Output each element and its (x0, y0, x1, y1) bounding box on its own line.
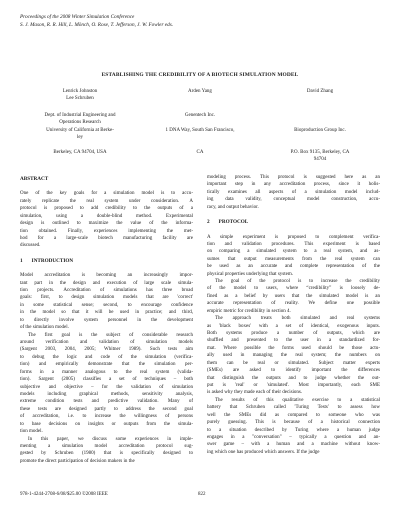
text-line: around verification and validation of simulation models (20, 340, 193, 346)
protocol-paragraph-2 (207, 278, 380, 315)
text-line: is asked why they made each of their decisions. (207, 390, 303, 396)
proceedings-header (20, 14, 380, 29)
protocol-paragraph-1 (207, 234, 380, 279)
text-line: menting a simulation model accreditation protocol sug- (20, 443, 193, 449)
text-line: in the model so that it will be used in practice; and third, (20, 310, 193, 316)
affiliation-line: Genentech Inc. (184, 113, 216, 118)
text-line: protocol is proposed to add credibility to the outputs of a (20, 206, 193, 212)
text-line: ing which one has produced which answers. If the judge (207, 449, 320, 455)
protocol-paragraph-4 (207, 397, 380, 456)
text-line: of the model to users, where “credibility” is loosely de- (207, 286, 380, 292)
text-line: of the simulation model. (20, 325, 69, 331)
intro-paragraph-3 (20, 436, 193, 466)
author-column-3 (260, 88, 380, 95)
affiliation-line: Dept. of Industrial Engineering and (44, 113, 116, 118)
affiliation-line (145, 142, 255, 149)
text-line: ally used in managing the real system; the numbers on (207, 353, 380, 359)
affiliation-line (145, 134, 255, 141)
text-line: tically examines all aspects of a simulation model includ- (207, 189, 380, 195)
text-line: rately replicate the real system under consideration. A (20, 198, 193, 204)
protocol-heading: 2 PROTOCOL (207, 219, 249, 226)
text-line: modeling process. This protocol is suggested here as an (207, 175, 380, 180)
proceedings-title: Proceedings of the 2008 Winter Simulation Conference (20, 14, 135, 20)
text-line: that distinguish the outputs and to judge whether the out- (207, 375, 380, 381)
text-line: well the SMEs did as compared to someone who was (207, 412, 380, 418)
affiliation-line: Berkeley, CA 94704, USA (53, 150, 107, 156)
author-name: David Zhang (306, 89, 334, 94)
text-line: accurate representation of reality. We define one possible (207, 301, 380, 307)
text-line: fined as a belief by users that the simulated model is an (207, 293, 380, 299)
affiliation-line: Bioproduction Group Inc. (294, 127, 346, 133)
text-line: in some statistical sense; second, to encourage confidence (20, 302, 193, 308)
text-line: The results of this qualitative exercise to a statistical (215, 397, 380, 403)
author-name: Lenrick Johnston (62, 89, 98, 94)
abstract-heading: ABSTRACT (20, 176, 49, 182)
text-line: Both systems produce a number of outputs, which are (207, 331, 380, 337)
affiliation-line: 1 DNA Way, South San Francisco, (165, 127, 235, 133)
affiliation-line (260, 112, 380, 119)
affiliation-line (260, 119, 380, 126)
affiliation-line: ley (76, 135, 84, 141)
text-line: as 'black boxes' with a set of identical, exogenous inputs. (207, 323, 380, 329)
author-block (0, 88, 400, 108)
text-line: (SMEs) are asked to identify important the differences (207, 368, 380, 374)
text-line: forms in a manner analogous to the real system (valida- (20, 369, 193, 375)
text-line: extreme condition tests and predictive validation. Many of (20, 399, 193, 405)
text-line: tion obtained. Finally, experiences implementing the met- (20, 228, 193, 234)
text-line: battery that Schruben called 'Turing Tests' to assess how (207, 405, 380, 411)
proceedings-editors: S. J. Mason, R. R. Hill, L. Mönch, O. Rose, T. Jefferson, J. W. Fowler eds. (20, 21, 174, 28)
text-line: to a situation described by Turing where a human judge (207, 427, 380, 433)
text-line: One of the key goals for a simulation model is to accu- (20, 191, 193, 197)
text-line: them can be real or simulated. Subject matter experts (207, 360, 380, 366)
text-line: models including graphical methods, sensitivity analysis, (20, 391, 193, 397)
text-line: tant part in the design and execution of large scale simula- (20, 280, 193, 286)
text-line: put is 'real' or 'simulated'. Most importantly, each SME (207, 382, 380, 388)
text-line: swer game – with a human and a machine without know- (207, 442, 380, 448)
text-line: ing data validity, conceptual model construction, accu- (207, 197, 380, 203)
page-number: 822 (198, 492, 206, 497)
affiliation-line: 94704 (313, 157, 327, 163)
text-line: these tests are designed partly to address the second goal (20, 406, 193, 412)
right-column (207, 174, 380, 456)
left-column (20, 176, 193, 465)
text-line: design is outlined to maximize the value of the informa- (20, 221, 193, 227)
text-line: tion projects. Accreditation of simulations has three broad (20, 288, 193, 294)
text-line: gested by Schruben (1980) that is specifically designed to (20, 451, 193, 457)
author-column-1 (20, 88, 140, 103)
text-line: tion). Sargent (2005) classifies a set of techniques – both (20, 377, 193, 383)
text-line: important step in any accreditation process, since it holis- (207, 182, 380, 188)
text-line: tion and validation procedures. This experiment is based (207, 241, 380, 247)
text-line: discussed. (20, 243, 41, 249)
isbn-copyright: 978-1-4244-2708-6/08/$25.00 ©2008 IEEE (20, 492, 108, 497)
text-line: physical properties underlying that system. (207, 271, 293, 277)
text-line: In this paper, we discuss some experiences in imple- (28, 436, 193, 442)
text-line: tion model. (20, 429, 43, 435)
text-line: racy, and output behavior. (207, 204, 259, 210)
affiliation-line (260, 142, 380, 149)
author-column-2 (145, 88, 255, 95)
text-line: of accreditation, i.e. to increase the willingness of persons (20, 414, 193, 420)
text-line: to debug the logic and code of the simulation (verifica- (20, 354, 193, 360)
paper-title: ESTABLISHING THE CREDIBILITY OF A BIOTECH SIMULATION MODEL (101, 72, 299, 78)
author-name: Arden Yang (188, 89, 212, 94)
affiliation-column-2 (145, 112, 255, 156)
affiliation-line: Operations Research (59, 120, 101, 126)
affiliation-column-1 (20, 112, 140, 156)
text-line: to directly involve system personnel in the development (20, 317, 193, 323)
affiliation-line (145, 119, 255, 126)
text-line: engages in a "conversation" – typically a question and an- (207, 434, 380, 440)
text-line: The goal of the protocol is to increase the credibility (215, 279, 380, 285)
affiliation-line: University of California at Berke- (46, 127, 114, 133)
text-line: simulation, using a double-blind method. Experimental (20, 213, 193, 219)
text-line: tion) and empirically demonstrate that the simulation per- (20, 362, 193, 368)
text-line: (Sargent 2003, 2004, 2005; Whitner 1989). Such tests aim (20, 347, 193, 353)
affiliation-line: CA (196, 150, 204, 156)
text-line: to base decisions on insights or outputs from the simula- (20, 421, 193, 427)
intro-paragraph-1 (20, 272, 193, 331)
right-paragraph-0 (207, 174, 380, 211)
intro-paragraph-2 (20, 332, 193, 436)
text-line: be used as an accurate and complete representation of the (207, 264, 380, 270)
affiliation-line (260, 134, 380, 141)
author-name: Lee Schruben (66, 96, 94, 102)
affiliation-line (20, 142, 140, 149)
affiliation-line: P.O. Box 9135, Berkeley, CA (290, 150, 350, 156)
affiliation-block (0, 112, 400, 168)
text-line: goals: first, to design simulation models that are 'correct' (20, 295, 193, 301)
text-line: A simple experiment is proposed to complement verifica- (207, 234, 380, 240)
abstract-text (20, 190, 193, 249)
text-line: shuffled and presented to the user in a standardized for- (207, 338, 380, 344)
protocol-paragraph-3 (207, 315, 380, 397)
introduction-heading: 1 INTRODUCTION (20, 257, 74, 264)
text-line: The first goal is the subject of considerable research (28, 332, 193, 338)
text-line: subjective and objective – for the validation of simulation (20, 384, 193, 390)
text-line: Model accreditation is becoming an increasingly impor- (20, 273, 193, 279)
text-line: purely guessing. This is because of a historical connection (207, 420, 380, 426)
text-line: hod for a large-scale biotech manufacturing facility are (20, 235, 193, 241)
text-line: sumes that output measurements from the real system can (207, 256, 380, 262)
text-line: promote the direct participation of decision makers in the (20, 458, 135, 464)
text-line: The approach treats both simulated and real systems (215, 316, 380, 322)
text-line: empiric metric for credibility in section 4. (207, 308, 291, 314)
affiliation-column-3 (260, 112, 380, 164)
text-line: mat. Where possible the forms used should be those actu- (207, 345, 380, 351)
text-line: on comparing a simulated system to a real system, and as- (207, 249, 380, 255)
